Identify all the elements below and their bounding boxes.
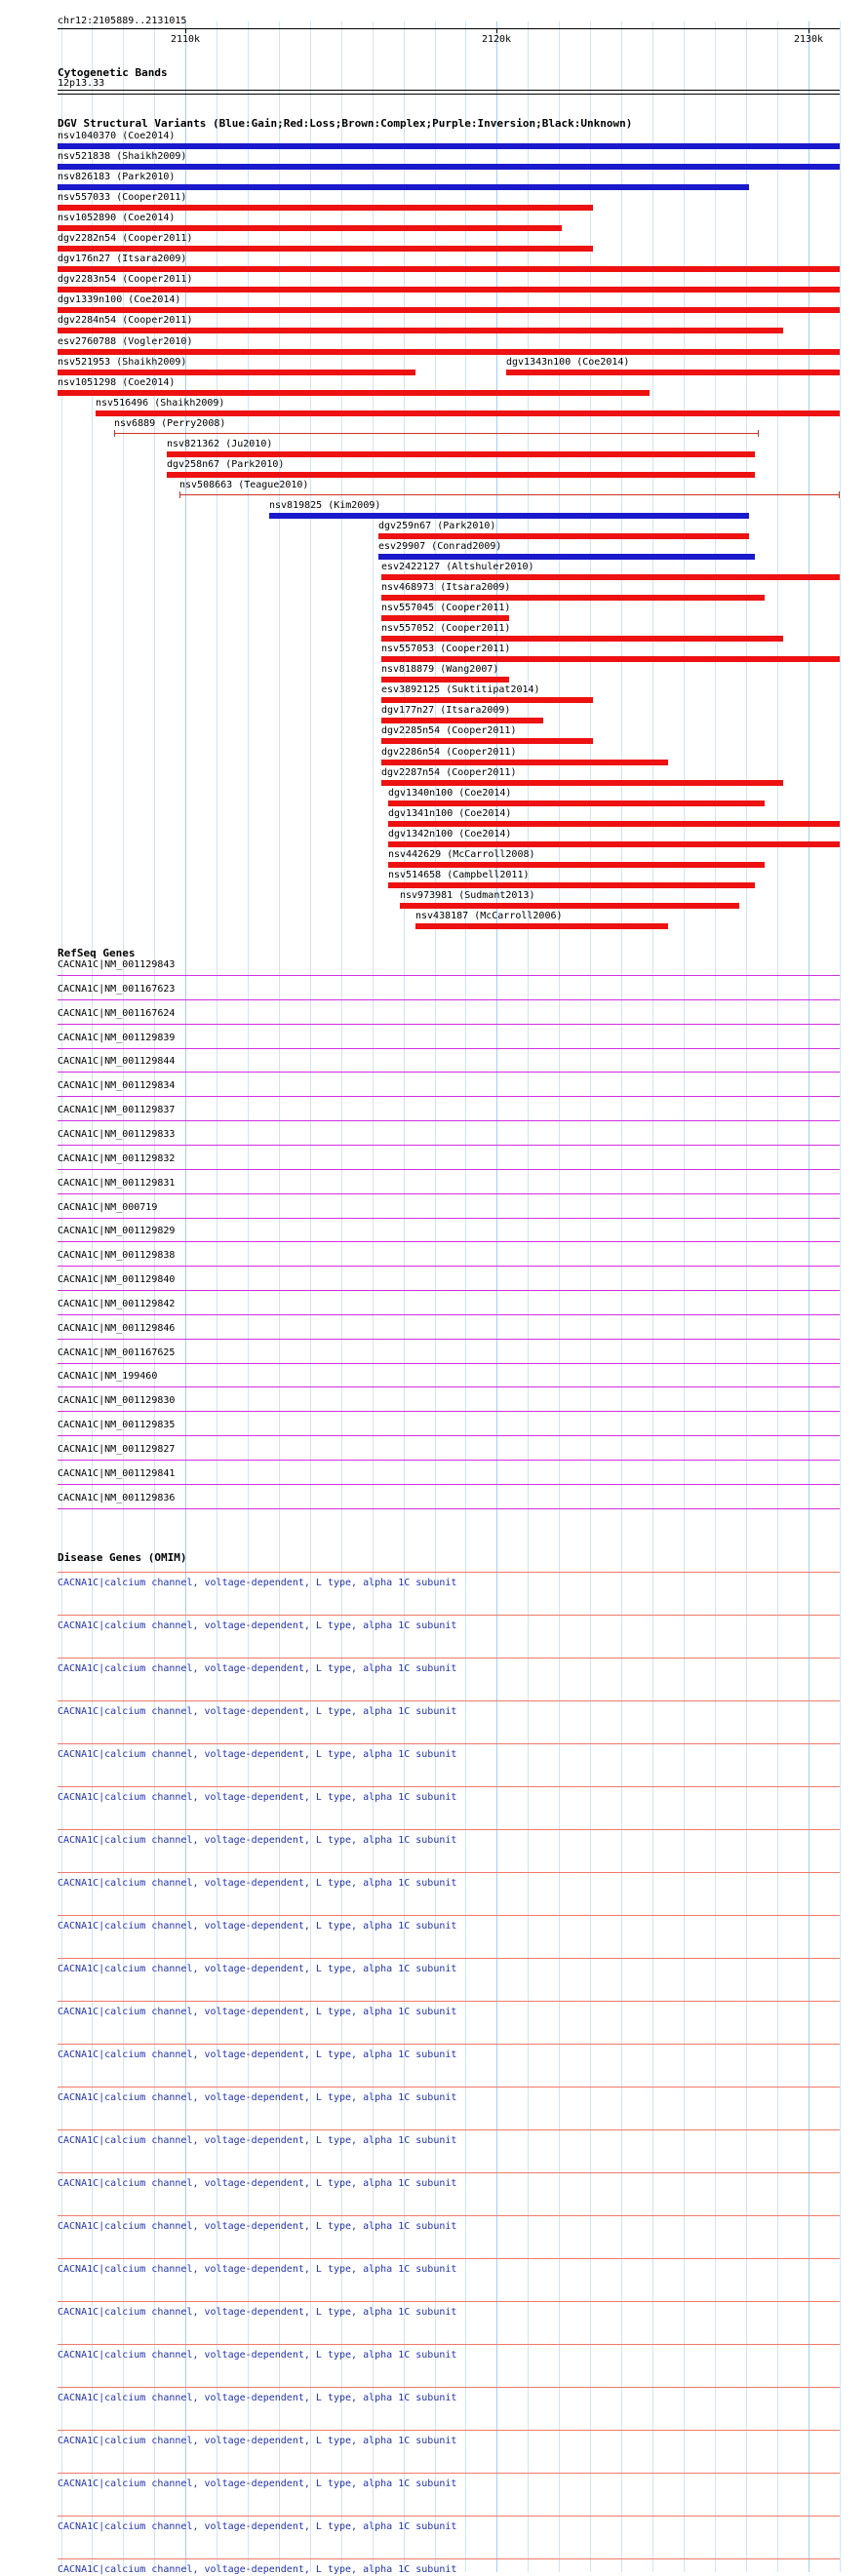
cytoband-rule-bottom xyxy=(58,94,840,95)
gene-label[interactable]: CACNA1C|NM_001129843 xyxy=(58,959,176,970)
gene-label[interactable]: CACNA1C|NM_001129839 xyxy=(58,1033,176,1043)
omim-feature-line[interactable] xyxy=(58,2473,840,2474)
refseq-title: RefSeq Genes xyxy=(58,947,136,959)
gene-transcript-line[interactable] xyxy=(58,1169,840,1170)
omim-entry-label[interactable]: CACNA1C|calcium channel, voltage-dependent, L type, alpha 1C subunit xyxy=(58,2350,457,2361)
gene-label[interactable]: CACNA1C|NM_001167624 xyxy=(58,1008,176,1019)
gene-transcript-line[interactable] xyxy=(58,1072,840,1073)
gene-transcript-line[interactable] xyxy=(58,1363,840,1364)
omim-entry-label[interactable]: CACNA1C|calcium channel, voltage-dependent, L type, alpha 1C subunit xyxy=(58,2178,457,2189)
omim-feature-line[interactable] xyxy=(58,1915,840,1916)
gene-label[interactable]: CACNA1C|NM_001129827 xyxy=(58,1444,176,1455)
variant-label[interactable]: nsv438187 (McCarroll2006) xyxy=(415,911,563,921)
ruler-tick-label: 2130k xyxy=(793,34,824,45)
variant-label[interactable]: nsv821362 (Ju2010) xyxy=(167,439,273,449)
variant-bar[interactable] xyxy=(381,738,593,744)
gene-transcript-line[interactable] xyxy=(58,1048,840,1049)
variant-bar[interactable] xyxy=(58,164,840,170)
gene-transcript-line[interactable] xyxy=(58,975,840,976)
omim-entry-label[interactable]: CACNA1C|calcium channel, voltage-dependent, L type, alpha 1C subunit xyxy=(58,2564,457,2575)
variant-bar[interactable] xyxy=(58,307,840,313)
variant-label[interactable]: dgv2287n54 (Cooper2011) xyxy=(381,767,517,778)
ruler-tick xyxy=(496,28,497,33)
gene-label[interactable]: CACNA1C|NM_001167625 xyxy=(58,1347,176,1358)
grid-line xyxy=(590,21,591,2572)
gene-label[interactable]: CACNA1C|NM_001129836 xyxy=(58,1493,176,1503)
grid-line xyxy=(496,21,497,2572)
variant-label[interactable]: esv3892125 (Suktitipat2014) xyxy=(381,684,540,695)
grid-line xyxy=(840,21,841,2572)
gene-transcript-line[interactable] xyxy=(58,1484,840,1485)
variant-bar[interactable] xyxy=(388,862,765,868)
location-label: chr12:2105889..2131015 xyxy=(58,16,187,26)
gene-transcript-line[interactable] xyxy=(58,1120,840,1121)
cytoband-label[interactable]: 12p13.33 xyxy=(58,78,105,89)
omim-feature-line[interactable] xyxy=(58,1829,840,1830)
variant-label[interactable]: nsv1040370 (Coe2014) xyxy=(58,131,176,141)
variant-bar[interactable] xyxy=(58,266,840,272)
omim-feature-line[interactable] xyxy=(58,2558,840,2559)
omim-feature-line[interactable] xyxy=(58,1658,840,1659)
omim-entry-label[interactable]: CACNA1C|calcium channel, voltage-dependent, L type, alpha 1C subunit xyxy=(58,1964,457,1974)
ruler-tick-label: 2110k xyxy=(170,34,201,45)
variant-label[interactable]: nsv1051298 (Coe2014) xyxy=(58,377,176,388)
variant-bar[interactable] xyxy=(388,821,840,827)
variant-label[interactable]: dgv2284n54 (Cooper2011) xyxy=(58,315,193,326)
ruler-tick-label: 2120k xyxy=(481,34,512,45)
variant-bar[interactable] xyxy=(388,800,765,806)
variant-bar[interactable] xyxy=(381,760,668,765)
grid-line xyxy=(559,21,560,2572)
gene-transcript-line[interactable] xyxy=(58,1508,840,1509)
variant-bar[interactable] xyxy=(378,554,755,560)
gene-label[interactable]: CACNA1C|NM_001129831 xyxy=(58,1178,176,1189)
variant-bar[interactable] xyxy=(381,574,840,580)
variant-bar[interactable] xyxy=(96,410,840,416)
omim-entry-label[interactable]: CACNA1C|calcium channel, voltage-dependent, L type, alpha 1C subunit xyxy=(58,1706,457,1717)
omim-title: Disease Genes (OMIM) xyxy=(58,1551,187,1564)
omim-feature-line[interactable] xyxy=(58,2001,840,2002)
variant-bar[interactable] xyxy=(58,328,783,333)
gene-label[interactable]: CACNA1C|NM_199460 xyxy=(58,1371,158,1382)
variant-label[interactable]: dgv259n67 (Park2010) xyxy=(378,521,496,531)
omim-feature-line[interactable] xyxy=(58,2172,840,2173)
variant-label[interactable]: dgv2285n54 (Cooper2011) xyxy=(381,725,517,736)
omim-feature-line[interactable] xyxy=(58,2516,840,2517)
variant-bar[interactable] xyxy=(381,677,509,683)
variant-label[interactable]: esv2760788 (Vogler2010) xyxy=(58,336,193,347)
gene-transcript-line[interactable] xyxy=(58,1290,840,1291)
variant-bar[interactable] xyxy=(381,636,783,642)
omim-entry-label[interactable]: CACNA1C|calcium channel, voltage-dependent, L type, alpha 1C subunit xyxy=(58,2007,457,2017)
gene-label[interactable]: CACNA1C|NM_001129829 xyxy=(58,1226,176,1236)
omim-entry-label[interactable]: CACNA1C|calcium channel, voltage-dependent, L type, alpha 1C subunit xyxy=(58,1578,457,1588)
omim-feature-line[interactable] xyxy=(58,1615,840,1616)
omim-entry-label[interactable]: CACNA1C|calcium channel, voltage-dependent, L type, alpha 1C subunit xyxy=(58,2307,457,2318)
variant-bar[interactable] xyxy=(506,370,840,375)
variant-label[interactable]: dgv1341n100 (Coe2014) xyxy=(388,808,512,819)
variant-bar[interactable] xyxy=(58,143,840,149)
variant-bar[interactable] xyxy=(58,370,415,375)
variant-bar[interactable] xyxy=(58,184,749,190)
variant-label[interactable]: nsv442629 (McCarroll2008) xyxy=(388,849,535,860)
variant-end-tick xyxy=(179,491,180,498)
omim-entry-label[interactable]: CACNA1C|calcium channel, voltage-dependent, L type, alpha 1C subunit xyxy=(58,2478,457,2489)
omim-entry-label[interactable]: CACNA1C|calcium channel, voltage-dependent, L type, alpha 1C subunit xyxy=(58,2049,457,2060)
omim-entry-label[interactable]: CACNA1C|calcium channel, voltage-dependent, L type, alpha 1C subunit xyxy=(58,1835,457,1846)
dgv-title: DGV Structural Variants (Blue:Gain;Red:Loss;Brown:Complex;Purple:Inversion;Black:Unknown) xyxy=(58,117,633,130)
gene-label[interactable]: CACNA1C|NM_001167623 xyxy=(58,984,176,995)
omim-feature-line[interactable] xyxy=(58,2430,840,2431)
gene-transcript-line[interactable] xyxy=(58,1386,840,1387)
gene-transcript-line[interactable] xyxy=(58,1193,840,1194)
variant-bar[interactable] xyxy=(58,390,650,396)
variant-label[interactable]: nsv557053 (Cooper2011) xyxy=(381,644,511,654)
variant-bar[interactable] xyxy=(269,513,749,519)
gene-label[interactable]: CACNA1C|NM_001129834 xyxy=(58,1080,176,1091)
variant-label[interactable]: nsv521838 (Shaikh2009) xyxy=(58,151,187,162)
gene-transcript-line[interactable] xyxy=(58,1266,840,1267)
variant-label[interactable]: nsv521953 (Shaikh2009) xyxy=(58,357,187,368)
omim-entry-label[interactable]: CACNA1C|calcium channel, voltage-dependent, L type, alpha 1C subunit xyxy=(58,1749,457,1760)
variant-bar[interactable] xyxy=(58,246,593,252)
variant-bar[interactable] xyxy=(378,533,749,539)
variant-end-tick xyxy=(758,430,759,437)
gene-transcript-line[interactable] xyxy=(58,1218,840,1219)
gene-transcript-line[interactable] xyxy=(58,1024,840,1025)
omim-entry-label[interactable]: CACNA1C|calcium channel, voltage-dependent, L type, alpha 1C subunit xyxy=(58,2221,457,2232)
gene-label[interactable]: CACNA1C|NM_001129830 xyxy=(58,1395,176,1406)
variant-bar[interactable] xyxy=(388,882,755,888)
omim-feature-line[interactable] xyxy=(58,2087,840,2088)
omim-entry-label[interactable]: CACNA1C|calcium channel, voltage-dependent, L type, alpha 1C subunit xyxy=(58,1663,457,1674)
variant-span[interactable] xyxy=(114,433,759,434)
variant-label[interactable]: dgv2283n54 (Cooper2011) xyxy=(58,274,193,285)
gene-label[interactable]: CACNA1C|NM_001129837 xyxy=(58,1105,176,1115)
gene-label[interactable]: CACNA1C|NM_001129838 xyxy=(58,1250,176,1261)
cytoband-title: Cytogenetic Bands xyxy=(58,66,168,79)
ruler-tick xyxy=(185,28,186,33)
gene-transcript-line[interactable] xyxy=(58,1435,840,1436)
variant-label[interactable]: nsv514658 (Campbell2011) xyxy=(388,870,530,880)
gene-label[interactable]: CACNA1C|NM_001129841 xyxy=(58,1468,176,1479)
variant-bar[interactable] xyxy=(381,595,765,601)
omim-feature-line[interactable] xyxy=(58,1786,840,1787)
omim-feature-line[interactable] xyxy=(58,1572,840,1573)
grid-line xyxy=(684,21,685,2572)
variant-label[interactable]: nsv516496 (Shaikh2009) xyxy=(96,398,225,409)
gene-transcript-line[interactable] xyxy=(58,1145,840,1146)
grid-line xyxy=(652,21,653,2572)
omim-entry-label[interactable]: CACNA1C|calcium channel, voltage-dependent, L type, alpha 1C subunit xyxy=(58,1921,457,1932)
variant-end-tick xyxy=(114,430,115,437)
variant-bar[interactable] xyxy=(381,780,783,786)
gene-label[interactable]: CACNA1C|NM_001129835 xyxy=(58,1420,176,1430)
gene-label[interactable]: CACNA1C|NM_001129840 xyxy=(58,1274,176,1285)
variant-label[interactable]: dgv258n67 (Park2010) xyxy=(167,459,285,470)
grid-line xyxy=(528,21,529,2572)
gene-transcript-line[interactable] xyxy=(58,1411,840,1412)
variant-label[interactable]: nsv818879 (Wang2007) xyxy=(381,664,499,675)
omim-feature-line[interactable] xyxy=(58,2044,840,2045)
gene-label[interactable]: CACNA1C|NM_001129832 xyxy=(58,1153,176,1164)
omim-entry-label[interactable]: CACNA1C|calcium channel, voltage-dependent, L type, alpha 1C subunit xyxy=(58,2393,457,2403)
variant-bar[interactable] xyxy=(167,451,755,457)
grid-line xyxy=(777,21,778,2572)
variant-bar[interactable] xyxy=(381,656,840,662)
variant-bar[interactable] xyxy=(381,615,509,621)
gene-label[interactable]: CACNA1C|NM_001129846 xyxy=(58,1323,176,1334)
variant-label[interactable]: nsv557033 (Cooper2011) xyxy=(58,192,187,203)
omim-feature-line[interactable] xyxy=(58,2301,840,2302)
variant-label[interactable]: dgv1342n100 (Coe2014) xyxy=(388,829,512,839)
variant-span[interactable] xyxy=(179,494,840,495)
omim-entry-label[interactable]: CACNA1C|calcium channel, voltage-dependent, L type, alpha 1C subunit xyxy=(58,1878,457,1889)
variant-label[interactable]: dgv176n27 (Itsara2009) xyxy=(58,254,187,264)
gene-transcript-line[interactable] xyxy=(58,1314,840,1315)
variant-label[interactable]: dgv2282n54 (Cooper2011) xyxy=(58,233,193,244)
variant-bar[interactable] xyxy=(58,287,840,293)
gene-transcript-line[interactable] xyxy=(58,1241,840,1242)
variant-label[interactable]: dgv1343n100 (Coe2014) xyxy=(506,357,630,368)
variant-label[interactable]: nsv819825 (Kim2009) xyxy=(269,500,381,511)
omim-entry-label[interactable]: CACNA1C|calcium channel, voltage-dependent, L type, alpha 1C subunit xyxy=(58,2264,457,2275)
variant-bar[interactable] xyxy=(167,472,755,478)
gene-transcript-line[interactable] xyxy=(58,1339,840,1340)
variant-bar[interactable] xyxy=(415,923,668,929)
cytoband-rule-top xyxy=(58,90,840,91)
variant-bar[interactable] xyxy=(388,841,840,847)
omim-feature-line[interactable] xyxy=(58,2215,840,2216)
gene-transcript-line[interactable] xyxy=(58,999,840,1000)
gene-transcript-line[interactable] xyxy=(58,1096,840,1097)
ruler-axis xyxy=(58,28,840,29)
gene-label[interactable]: CACNA1C|NM_001129844 xyxy=(58,1056,176,1067)
variant-label[interactable]: nsv1052890 (Coe2014) xyxy=(58,213,176,223)
omim-feature-line[interactable] xyxy=(58,1743,840,1744)
variant-label[interactable]: dgv1340n100 (Coe2014) xyxy=(388,788,512,799)
variant-label[interactable]: esv2422127 (Altshuler2010) xyxy=(381,562,534,572)
variant-bar[interactable] xyxy=(400,903,739,909)
omim-feature-line[interactable] xyxy=(58,2258,840,2259)
variant-label[interactable]: dgv2286n54 (Cooper2011) xyxy=(381,747,517,758)
omim-feature-line[interactable] xyxy=(58,2344,840,2345)
variant-label[interactable]: dgv1339n100 (Coe2014) xyxy=(58,294,181,305)
gene-label[interactable]: CACNA1C|NM_001129842 xyxy=(58,1299,176,1309)
gene-label[interactable]: CACNA1C|NM_000719 xyxy=(58,1202,158,1213)
variant-label[interactable]: nsv826183 (Park2010) xyxy=(58,172,176,182)
omim-feature-line[interactable] xyxy=(58,1872,840,1873)
omim-feature-line[interactable] xyxy=(58,2387,840,2388)
omim-entry-label[interactable]: CACNA1C|calcium channel, voltage-dependent, L type, alpha 1C subunit xyxy=(58,2521,457,2532)
variant-label[interactable]: nsv557052 (Cooper2011) xyxy=(381,623,511,634)
gene-transcript-line[interactable] xyxy=(58,1460,840,1461)
variant-label[interactable]: esv29907 (Conrad2009) xyxy=(378,541,502,552)
variant-bar[interactable] xyxy=(58,349,840,355)
variant-label[interactable]: nsv557045 (Cooper2011) xyxy=(381,603,511,613)
variant-label[interactable]: nsv6889 (Perry2008) xyxy=(114,418,226,429)
variant-label[interactable]: nsv508663 (Teague2010) xyxy=(179,480,309,490)
omim-feature-line[interactable] xyxy=(58,2129,840,2130)
variant-end-tick xyxy=(839,491,840,498)
variant-bar[interactable] xyxy=(381,697,593,703)
omim-entry-label[interactable]: CACNA1C|calcium channel, voltage-dependent, L type, alpha 1C subunit xyxy=(58,2436,457,2446)
omim-feature-line[interactable] xyxy=(58,1700,840,1701)
grid-line xyxy=(465,21,466,2572)
omim-entry-label[interactable]: CACNA1C|calcium channel, voltage-dependent, L type, alpha 1C subunit xyxy=(58,1792,457,1803)
omim-entry-label[interactable]: CACNA1C|calcium channel, voltage-dependent, L type, alpha 1C subunit xyxy=(58,2092,457,2103)
grid-line xyxy=(746,21,747,2572)
variant-bar[interactable] xyxy=(58,225,562,231)
variant-label[interactable]: nsv468973 (Itsara2009) xyxy=(381,582,511,593)
variant-bar[interactable] xyxy=(381,718,543,723)
omim-entry-label[interactable]: CACNA1C|calcium channel, voltage-dependent, L type, alpha 1C subunit xyxy=(58,1620,457,1631)
gene-label[interactable]: CACNA1C|NM_001129833 xyxy=(58,1129,176,1140)
grid-line xyxy=(715,21,716,2572)
grid-line xyxy=(621,21,622,2572)
variant-bar[interactable] xyxy=(58,205,593,211)
variant-label[interactable]: nsv973981 (Sudmant2013) xyxy=(400,890,535,901)
omim-feature-line[interactable] xyxy=(58,1958,840,1959)
variant-label[interactable]: dgv177n27 (Itsara2009) xyxy=(381,705,511,716)
omim-entry-label[interactable]: CACNA1C|calcium channel, voltage-dependent, L type, alpha 1C subunit xyxy=(58,2135,457,2146)
